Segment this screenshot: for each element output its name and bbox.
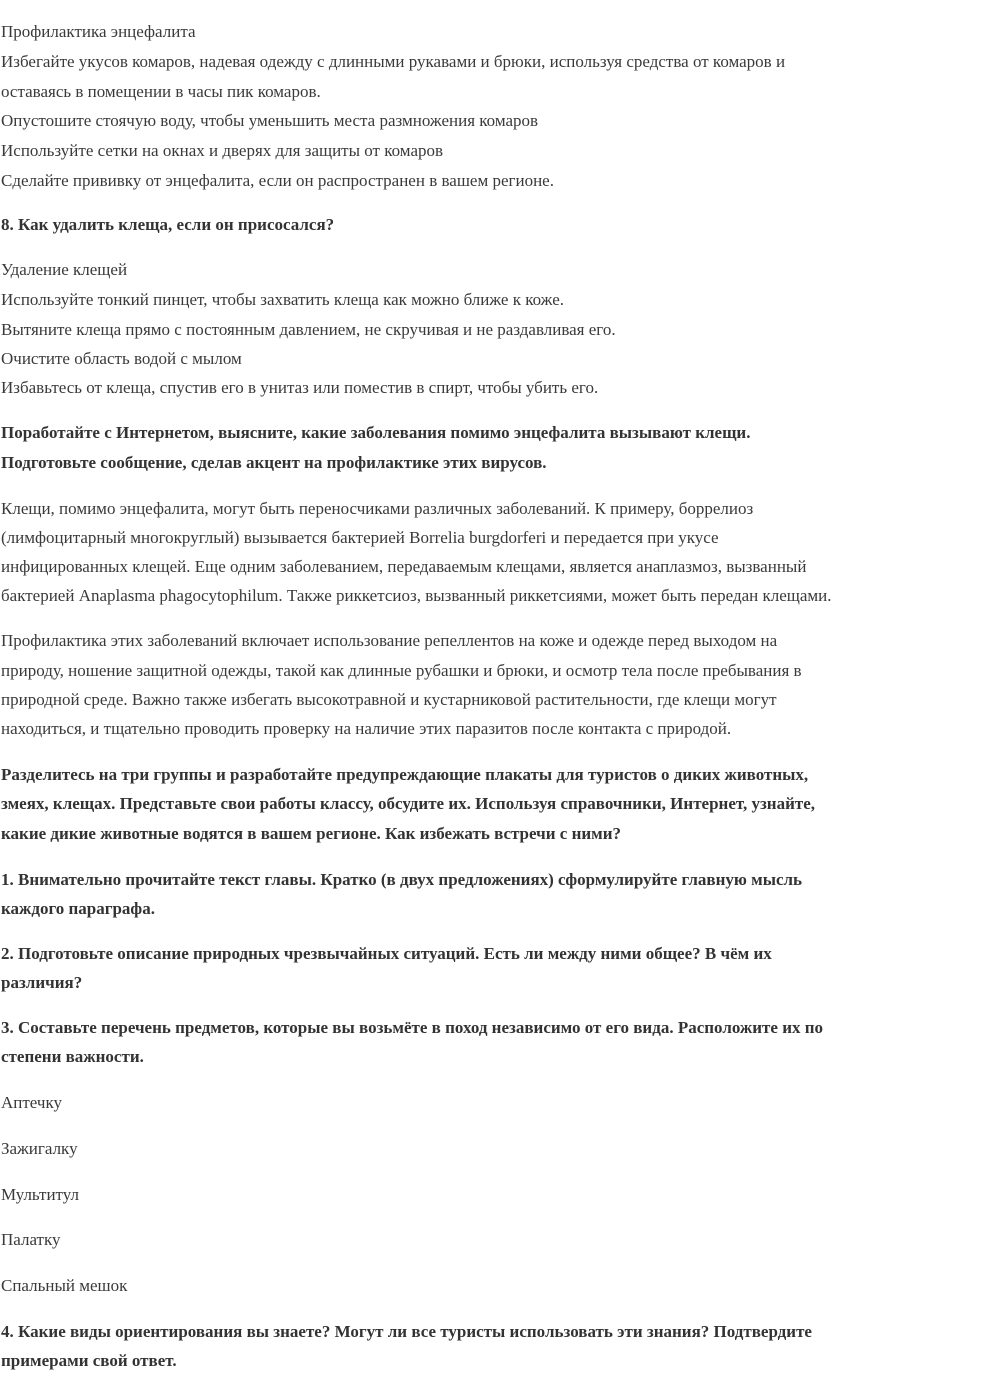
paragraph-line: инфицированных клещей. Еще одним заболеванием, передаваемым клещами, является анаплазмоз, вызванный — [1, 557, 807, 576]
paragraph-line: Сделайте прививку от энцефалита, если он распространен в вашем регионе. — [1, 171, 554, 190]
question-heading: какие дикие животные водятся в вашем регионе. Как избежать встречи с ними? — [1, 824, 622, 843]
paragraph-line: Спальный мешок — [1, 1276, 128, 1295]
paragraph-line: находиться, и тщательно проводить проверку на наличие этих паразитов после контакта с природой. — [1, 719, 732, 738]
question-heading: 4. Какие виды ориентирования вы знаете? Могут ли все туристы использовать эти знания? Подтвердите — [1, 1322, 812, 1341]
question-heading: 3. Составьте перечень предметов, которые вы возьмёте в поход независимо от его вида. Расположите их по — [1, 1018, 824, 1037]
question-heading: Подготовьте сообщение, сделав акцент на профилактике этих вирусов. — [1, 453, 547, 472]
paragraph-line: природу, ношение защитной одежды, такой как длинные рубашки и брюки, и осмотр тела после пребывания в — [1, 661, 802, 680]
paragraph-line: Используйте тонкий пинцет, чтобы захватить клеща как можно ближе к коже. — [1, 290, 564, 309]
paragraph-line: Профилактика энцефалита — [1, 22, 196, 41]
question-heading: 1. Внимательно прочитайте текст главы. Кратко (в двух предложениях) сформулируйте главную мысль — [1, 870, 803, 889]
question-heading: 2. Подготовьте описание природных чрезвычайных ситуаций. Есть ли между ними общее? В чём их — [1, 944, 772, 963]
paragraph-line: оставаясь в помещении в часы пик комаров. — [1, 82, 321, 101]
paragraph-line: природной среде. Важно также избегать высокотравной и кустарниковой растительности, где клещи могут — [1, 690, 777, 709]
paragraph-line: Профилактика этих заболеваний включает использование репеллентов на коже и одежде перед выходом на — [1, 631, 778, 650]
paragraph-line: Палатку — [1, 1230, 61, 1249]
question-heading: Разделитесь на три группы и разработайте предупреждающие плакаты для туристов о диких животных, — [1, 765, 809, 784]
question-heading: Поработайте с Интернетом, выясните, какие заболевания помимо энцефалита вызывают клещи. — [1, 423, 751, 442]
question-heading: каждого параграфа. — [1, 899, 155, 918]
paragraph-line: Мультитул — [1, 1185, 80, 1204]
question-heading: степени важности. — [1, 1047, 144, 1066]
paragraph-line: Зажигалку — [1, 1139, 78, 1158]
question-heading: змеях, клещах. Представьте свои работы классу, обсудите их. Используя справочники, Интернет, узнайте, — [1, 794, 816, 813]
paragraph-line: Очистите область водой с мылом — [1, 349, 242, 368]
paragraph-line: (лимфоцитарный многокруглый) вызывается бактерией Borrelia burgdorferi и передается при укусе — [1, 528, 719, 547]
question-heading: различия? — [1, 973, 83, 992]
paragraph-line: Опустошите стоячую воду, чтобы уменьшить места размножения комаров — [1, 111, 539, 130]
paragraph-line: Удаление клещей — [1, 260, 128, 279]
paragraph-line: Избегайте укусов комаров, надевая одежду с длинными рукавами и брюки, используя средства от комаров и — [1, 52, 786, 71]
paragraph-line: Аптечку — [1, 1093, 62, 1112]
question-heading: 8. Как удалить клеща, если он присосался? — [1, 215, 335, 234]
paragraph-line: Избавьтесь от клеща, спустив его в унитаз или поместив в спирт, чтобы убить его. — [1, 378, 599, 397]
question-heading: примерами свой ответ. — [1, 1351, 177, 1370]
paragraph-line: Используйте сетки на окнах и дверях для защиты от комаров — [1, 141, 444, 160]
paragraph-line: Вытяните клеща прямо с постоянным давлением, не скручивая и не раздавливая его. — [1, 320, 616, 339]
paragraph-line: бактерией Anaplasma phagocytophilum. Также риккетсиоз, вызванный риккетсиями, может быть передан клещами. — [1, 586, 832, 605]
paragraph-line: Клещи, помимо энцефалита, могут быть переносчиками различных заболеваний. К примеру, боррелиоз — [1, 499, 754, 518]
